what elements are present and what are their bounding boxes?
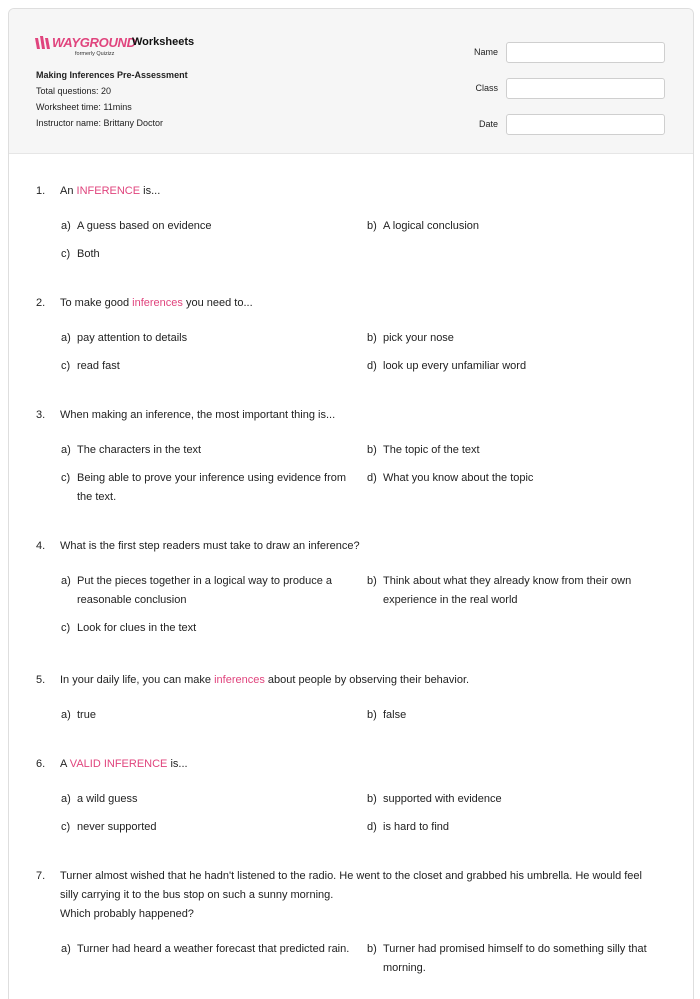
question-stem (36, 671, 676, 690)
question-text (60, 671, 650, 690)
question-stem (36, 406, 676, 425)
option-text: look up every unfamiliar word (383, 360, 527, 372)
question-text (60, 294, 650, 313)
brand-logo (35, 35, 215, 63)
question-number: 7. (36, 870, 46, 882)
option-text: Turner had promised himself to do something silly that morning. (383, 943, 647, 974)
question-number: 1. (36, 185, 46, 197)
option-letter: b) (367, 444, 377, 456)
question-number: 2. (36, 297, 46, 309)
option-text: pay attention to details (77, 332, 188, 344)
date-field[interactable] (506, 114, 665, 135)
option-text: A logical conclusion (383, 220, 480, 232)
question-number: 6. (36, 758, 46, 770)
option-text: true (77, 709, 96, 721)
question-stem (36, 294, 676, 313)
stem-text: Turner almost wished that he hadn't listened to the radio. He went to the closet and grabbed his umbrella. He would feel silly carrying it to the bus stop on such a sunny morning. (60, 870, 642, 901)
question-stem (36, 867, 676, 920)
option-text: The topic of the text (383, 444, 480, 456)
option-letter: a) (61, 793, 71, 805)
option-letter: d) (367, 360, 377, 372)
question-text (60, 755, 650, 774)
option-letter: c) (61, 360, 71, 372)
worksheet-title: Making Inferences Pre-Assessment (36, 70, 188, 80)
question-number: 5. (36, 674, 46, 686)
option-text: a wild guess (77, 793, 138, 805)
name-field[interactable] (506, 42, 665, 63)
option-text: A guess based on evidence (77, 220, 212, 232)
highlighted-term: VALID INFERENCE (69, 758, 168, 770)
stem-text-end: is... (167, 758, 188, 770)
product-name: Worksheets (132, 36, 195, 48)
option-text: Put the pieces together in a logical way to produce a reasonable conclusion (77, 575, 332, 606)
question-text (60, 867, 650, 924)
question-stem (36, 182, 676, 201)
option-text: read fast (77, 360, 120, 372)
option-text: false (383, 709, 407, 721)
option-letter: b) (367, 220, 377, 232)
class-field[interactable] (506, 78, 665, 99)
stem-text-end: you need to... (182, 297, 253, 309)
logo-subtitle: formerly Quizizz (75, 51, 115, 57)
class-label: Class (475, 83, 498, 93)
stem-text: When making an inference, the most important thing is... (60, 409, 336, 421)
stem-subquestion: Which probably happened? (60, 908, 194, 920)
option-text: pick your nose (383, 332, 454, 344)
date-label: Date (478, 119, 498, 129)
worksheet-header (9, 9, 693, 154)
option-letter: b) (367, 793, 377, 805)
option-text: Look for clues in the text (77, 622, 197, 634)
option-letter: c) (61, 622, 71, 634)
question-number: 4. (36, 540, 46, 552)
stem-text: An (60, 185, 77, 197)
student-fields (474, 34, 665, 142)
worksheet (8, 8, 694, 999)
name-field-row (474, 34, 665, 70)
option-letter: c) (61, 821, 71, 833)
stem-text-end: about people by observing their behavior. (264, 674, 470, 686)
logo-wordmark: WAYGROUND (52, 35, 136, 50)
option-letter: a) (61, 444, 71, 456)
worksheet-meta (36, 67, 188, 131)
option-text: Turner had heard a weather forecast that predicted rain. (77, 943, 350, 955)
stem-text: In your daily life, you can make (60, 674, 215, 686)
option-letter: c) (61, 248, 71, 260)
stem-text: A (60, 758, 70, 770)
stem-text-end: is... (140, 185, 161, 197)
highlighted-term: inferences (214, 674, 265, 686)
option-letter: b) (367, 943, 377, 955)
highlighted-term: INFERENCE (76, 185, 141, 197)
option-letter: a) (61, 332, 71, 344)
option-letter: a) (61, 220, 71, 232)
date-field-row (474, 106, 665, 142)
name-label: Name (473, 47, 498, 57)
option-text: is hard to find (383, 821, 450, 833)
question-stem (36, 537, 676, 556)
total-questions: Total questions: 20 (36, 86, 112, 96)
option-letter: b) (367, 575, 377, 587)
stem-text: To make good (60, 297, 133, 309)
option-text: What you know about the topic (383, 472, 534, 484)
class-field-row (474, 70, 665, 106)
option-text: Think about what they already know from their own experience in the real world (383, 575, 632, 606)
option-text: Both (77, 248, 100, 260)
option-letter: a) (61, 709, 71, 721)
highlighted-term: inferences (132, 297, 183, 309)
instructor-name: Instructor name: Brittany Doctor (36, 118, 164, 128)
option-letter: a) (61, 943, 71, 955)
option-text: supported with evidence (383, 793, 502, 805)
question-stem (36, 755, 676, 774)
stem-text: What is the first step readers must take to draw an inference? (60, 540, 360, 552)
option-letter: d) (367, 472, 377, 484)
question-number: 3. (36, 409, 46, 421)
question-text (60, 537, 650, 556)
option-letter: b) (367, 709, 377, 721)
option-text: never supported (77, 821, 157, 833)
worksheet-time: Worksheet time: 11mins (36, 102, 132, 112)
option-letter: a) (61, 575, 71, 587)
option-text: Being able to prove your inference using evidence from the text. (77, 472, 347, 503)
option-letter: c) (61, 472, 71, 484)
option-letter: b) (367, 332, 377, 344)
question-text (60, 406, 650, 425)
option-letter: d) (367, 821, 377, 833)
question-text (60, 182, 650, 201)
option-text: The characters in the text (77, 444, 202, 456)
